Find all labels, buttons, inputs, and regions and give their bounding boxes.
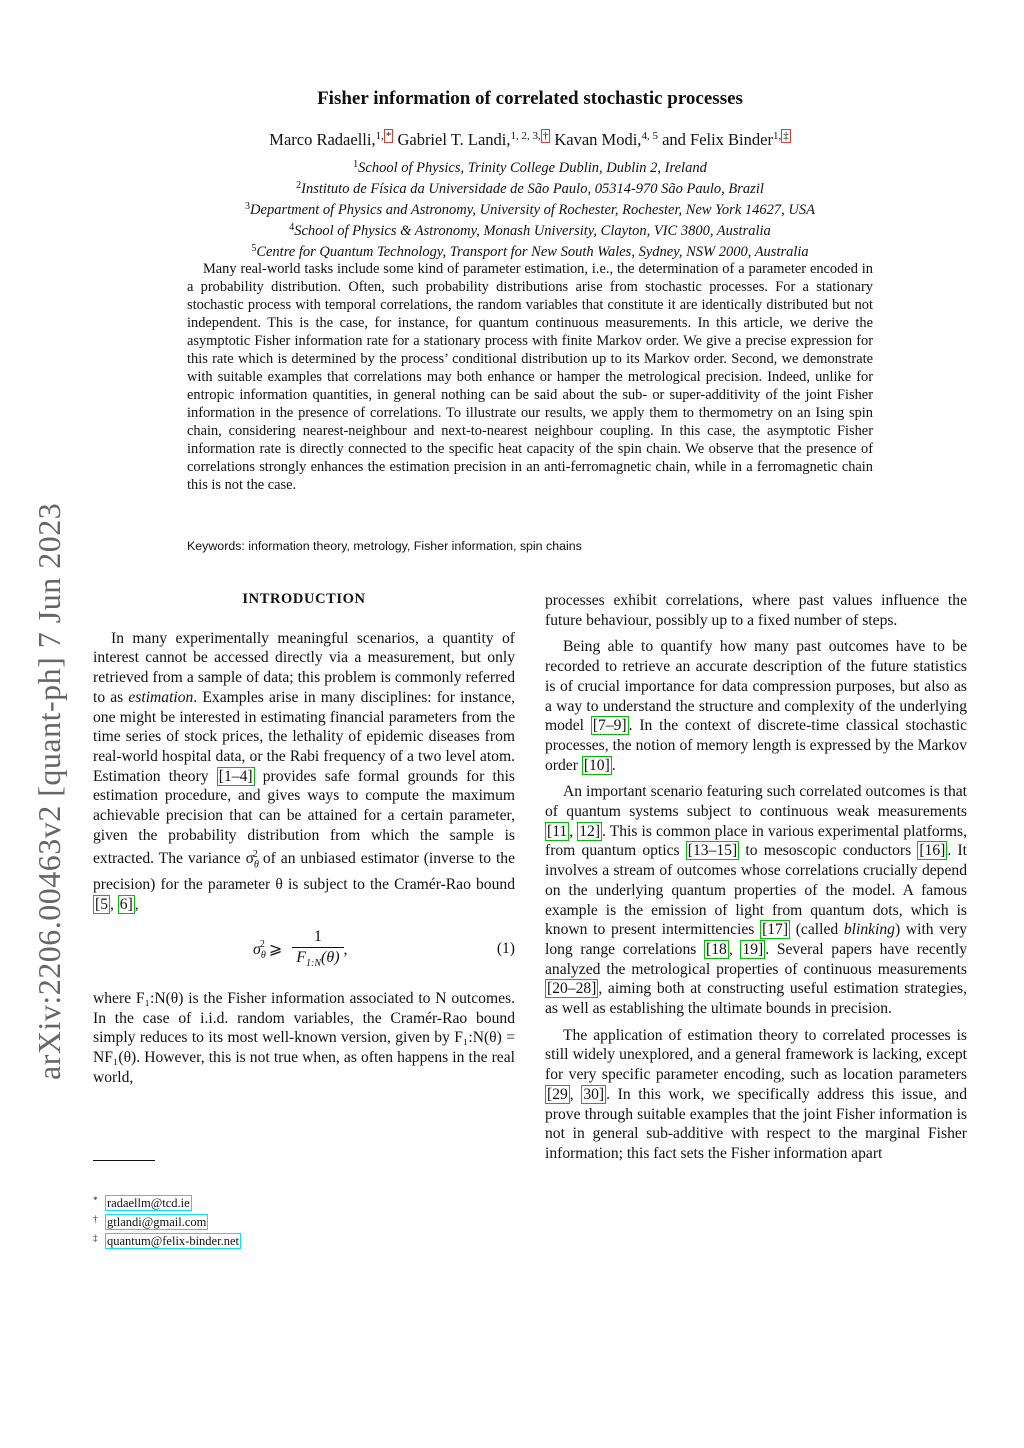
footnote: † gtlandi@gmail.com — [93, 1214, 207, 1229]
equation-fraction: $\frac{1}{F_{1:N}(\theta)}$ — [292, 927, 343, 974]
keywords: Keywords: information theory, metrology, Fisher information, spin chains — [187, 539, 582, 553]
author-list — [0, 130, 1024, 150]
footnote-link[interactable]: † — [542, 130, 549, 142]
citation-link[interactable]: [17] — [762, 921, 789, 939]
email-link[interactable]: quantum@felix-binder.net — [107, 1234, 239, 1248]
footnotes — [93, 1192, 241, 1249]
author-name: Marco Radaelli, — [269, 130, 376, 149]
author-affil-sup: 1, — [375, 130, 384, 142]
footnote: ‡ quantum@felix-binder.net — [93, 1233, 239, 1248]
equation-1 — [93, 925, 515, 979]
affiliation: $^1$School of Physics, Trinity College Dublin, Dublin 2, Ireland — [353, 159, 707, 176]
footnote-link[interactable]: ‡ — [783, 130, 789, 142]
paragraph: In many experimentally meaningful scenarios, a quantity of interest cannot be accessed directly via a measurement, but only retrieved from a sample of data; this problem is commonly referred to as estimation. Examples arise in many disciplines: for instance, one might be interested in estimating financial parameters from the time series of stock prices, the lethality of epidemic diseases from real-world hospital data, or the Rabi frequency of a two level atom. Estimation theory [1–4] provides safe formal grounds for this estimation procedure, and gives ways to compute the maximum achievable precision that can be attained for a certain parameter, given the probability distribution from which the sample is extracted. The variance $\sigma_\theta^2$ of an unbiased estimator (inverse to the precision) for the parameter θ is subject to the Cramér-Rao bound [5 , 6] , — [93, 629, 516, 914]
footnote-rule — [93, 1160, 155, 1161]
paragraph: The application of estimation theory to correlated processes is still widely unexplored, and a general framework is lacking, except for very specific parameter encoding, such as location parameters [29 , 30] . In this work, we specifically address this issue, and prove through suitable examples that the joint Fisher information is not in general sub-additive with respect to the marginal Fisher information; this fact sets the Fisher information apart — [545, 1026, 968, 1162]
citation-link[interactable]: [7–9] — [592, 717, 627, 735]
paragraph: An important scenario featuring such correlated outcomes is that of quantum systems subject to continuous weak measurements [11 , 12] . This is common place in various experimental platforms, from quantum optics [13–15] to mesoscopic conductors [16] . It involves a stream of outcomes whose correlations crucially depend on the underlying quantum properties of the model. A famous example is the emission of light from quantum dots, which is known to present intermittencies [17] (called blinking) with very long range correlations [18 , 19] . Several papers have recently analyzed the metrological properties of continuous measurements [20–28] , aiming both at constructing useful estimation strategies, as well as establishing the ultimate bounds in precision. — [545, 783, 968, 1018]
citation-link[interactable]: 12] — [579, 822, 601, 840]
citation-link[interactable]: 6] — [119, 896, 133, 914]
affiliation: $^3$Department of Physics and Astronomy, University of Rochester, Rochester, New York 14627, USA — [245, 201, 815, 218]
citation-link[interactable]: [13–15] — [687, 842, 738, 860]
citation-link[interactable]: [18 — [706, 940, 727, 958]
paragraph: processes exhibit correlations, where past values influence the future behaviour, possibly up to a fixed number of steps. — [545, 592, 967, 629]
affiliation: $^4$School of Physics & Astronomy, Monash University, Clayton, VIC 3800, Australia — [289, 222, 771, 239]
footnote: * radaellm@tcd.ie — [93, 1195, 190, 1210]
left-column — [93, 590, 515, 1087]
equation-body: $\sigma_\theta^2$ ⩾ $\frac{1}{F_{1:N}(\theta)}$ , — [253, 927, 348, 974]
email-link[interactable]: gtlandi@gmail.com — [107, 1215, 207, 1229]
paragraph: Being able to quantify how many past outcomes have to be recorded to retrieve an accurate description of the future statistics is of crucial importance for data compression purposes, but also as a way to understand the structure and complexity of the underlying model [7–9] . In the context of discrete-time classical stochastic processes, the notion of memory length is expressed by the Markov order [10] . — [545, 638, 967, 774]
author-name: Kavan Modi, — [554, 130, 642, 149]
citation-link[interactable]: [1–4] — [218, 767, 253, 785]
citation-link[interactable]: [10] — [583, 756, 610, 774]
abstract: Many real-world tasks include some kind of parameter estimation, i.e., the determination of a parameter encoded in a probability distribution. Often, such probability distributions arise from stochastic processes. For a stationary stochastic process with temporal correlations, the random variables that constitute it are identically distributed but not independent. This is the case, for instance, for quantum continuous measurements. In this article, we derive the asymptotic Fisher information rate for a stationary process with finite Markov order. We give a precise expression for this rate which is determined by the process’ conditional distribution up to its Markov order. Second, we demonstrate with suitable examples that correlations may both enhance or hamper the metrological precision. Indeed, unlike for entropic information quantities, in general nothing can be said about the sub- or super-additivity of the joint Fisher information in the presence of correlations. To illustrate our results, we apply them to thermometry on an Ising spin chain, considering nearest-neighbour and next-to-nearest neighbour coupling. In this case, the asymptotic Fisher information rate is directly connected to the specific heat capacity of the spin chain. We observe that the presence of correlations strongly enhances the estimation precision in an anti-ferromagnetic chain, while in a ferromagnetic chain this is not the case. — [187, 261, 873, 493]
author-name: and Felix Binder — [662, 130, 773, 149]
citation-link[interactable]: [29 — [547, 1085, 568, 1103]
author-affil-sup: 4, 5 — [641, 130, 658, 142]
section-heading: INTRODUCTION — [242, 591, 366, 607]
right-column — [545, 591, 967, 1164]
paragraph: where F₁:N(θ) is the Fisher information associated to N outcomes. In the case of i.i.d. random variables, the Cramér-Rao bound simply reduces to its most well-known version, given by F₁:N(θ) = NF₁(θ). However, this is not true when, as often happens in the real world, — [93, 989, 515, 1086]
author-affil-sup: 1, — [772, 130, 782, 142]
equation-number: (1) — [496, 939, 515, 957]
citation-link[interactable]: [20–28] — [547, 980, 597, 998]
author-name: Gabriel T. Landi, — [397, 130, 511, 149]
citation-link[interactable]: 30] — [583, 1085, 605, 1103]
author-affil-sup: 1, 2, 3, — [510, 130, 541, 142]
citation-link[interactable]: [5 — [95, 896, 108, 914]
email-link[interactable]: radaellm@tcd.ie — [107, 1196, 190, 1210]
footnote-link[interactable]: * — [385, 130, 392, 142]
paper-title: Fisher information of correlated stochastic processes — [317, 88, 743, 109]
citation-link[interactable]: [11 — [547, 822, 568, 840]
arxiv-identifier: arXiv:2206.00463v2 [quant-ph] 7 Jun 2023 — [31, 502, 67, 1080]
citation-link[interactable]: [16] — [919, 842, 946, 860]
affiliation: $^5$Centre for Quantum Technology, Transport for New South Wales, Sydney, NSW 2000, Australia — [251, 243, 809, 260]
citation-link[interactable]: 19] — [742, 940, 764, 958]
affiliation-list — [0, 156, 1024, 261]
affiliation: $^2$Instituto de Física da Universidade de São Paulo, 05314-970 São Paulo, Brazil — [296, 180, 764, 197]
